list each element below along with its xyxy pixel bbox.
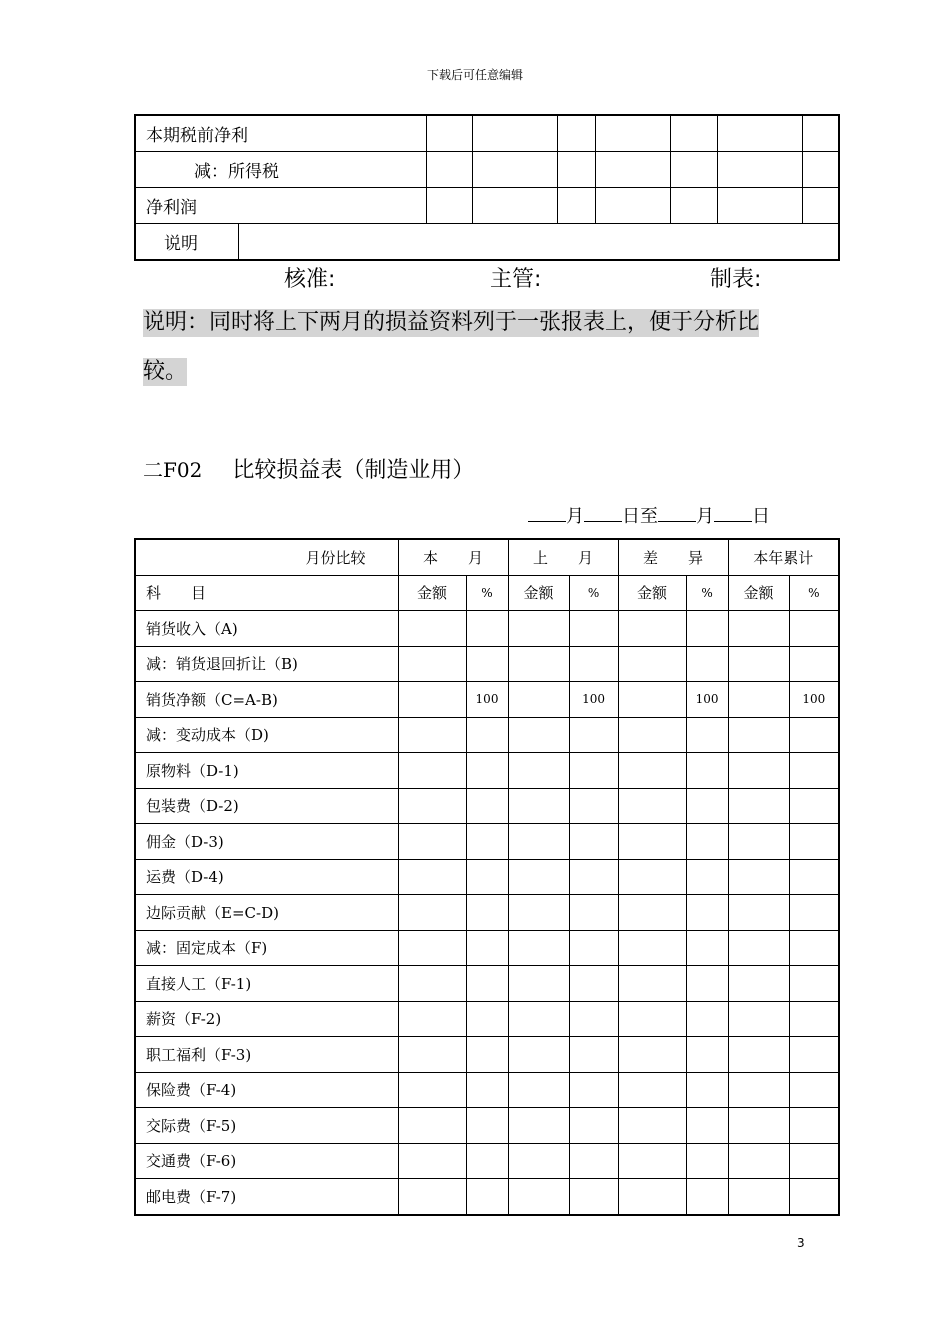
percent-cell: [569, 930, 618, 966]
percent-cell: [686, 1072, 728, 1108]
percent-cell: [686, 859, 728, 895]
amount-cell: [728, 966, 789, 1002]
row-label: 净利润: [135, 188, 426, 224]
percent-cell: [789, 788, 839, 824]
amount-cell: [728, 1179, 789, 1215]
row-label: 减：所得税: [135, 152, 426, 188]
percent-cell: 100: [466, 682, 508, 718]
header-row: [135, 539, 839, 575]
amount-cell: [618, 682, 686, 718]
percent-cell: [789, 753, 839, 789]
percent-cell: [789, 824, 839, 860]
row-label: 本期税前净利: [135, 115, 426, 152]
supervisor-signature: 主管:: [490, 267, 542, 292]
section-name: 比较损益表（制造业用）: [232, 458, 475, 483]
percent-cell: [569, 1072, 618, 1108]
amount-cell: [398, 1037, 466, 1073]
percent-cell: [789, 1001, 839, 1037]
percent-cell: [686, 611, 728, 647]
amount-header: 金额: [618, 575, 686, 611]
amount-cell: [508, 611, 569, 647]
percent-cell: 100: [686, 682, 728, 718]
amount-cell: [508, 930, 569, 966]
percent-cell: [466, 788, 508, 824]
amount-cell: [618, 824, 686, 860]
percent-cell: [466, 611, 508, 647]
amount-cell: [508, 824, 569, 860]
prepared-signature: 制表:: [710, 267, 762, 292]
section-title: [143, 453, 474, 484]
amount-cell: [618, 1179, 686, 1215]
percent-cell: [789, 646, 839, 682]
item-label: 包装费（D-2): [135, 788, 398, 824]
amount-cell: [398, 1179, 466, 1215]
amount-cell: [618, 788, 686, 824]
top-table: [134, 114, 840, 261]
corner-header-top: 月份比较: [135, 539, 398, 575]
item-label: 薪资（F-2): [135, 1001, 398, 1037]
percent-cell: [789, 966, 839, 1002]
amount-header: 金额: [728, 575, 789, 611]
amount-cell: [398, 1072, 466, 1108]
amount-cell: [728, 930, 789, 966]
percent-cell: [789, 859, 839, 895]
percent-cell: [686, 646, 728, 682]
amount-cell: [398, 1143, 466, 1179]
percent-header: %: [569, 575, 618, 611]
table-row: [135, 824, 839, 860]
amount-cell: [398, 966, 466, 1002]
percent-cell: [466, 1072, 508, 1108]
amount-cell: [398, 646, 466, 682]
amount-cell: [508, 682, 569, 718]
amount-cell: [508, 646, 569, 682]
percent-cell: [686, 1179, 728, 1215]
amount-cell: [618, 895, 686, 931]
percent-cell: [466, 824, 508, 860]
amount-header: 金额: [508, 575, 569, 611]
percent-cell: [569, 895, 618, 931]
table-row: [135, 1179, 839, 1215]
amount-cell: [728, 824, 789, 860]
table-row: [135, 753, 839, 789]
header-note: 下载后可任意编辑: [426, 68, 523, 82]
table-row: [135, 1108, 839, 1144]
amount-cell: [508, 859, 569, 895]
percent-cell: [569, 1001, 618, 1037]
subheader-row: [135, 575, 839, 611]
remark-line-2: 较。: [143, 359, 188, 384]
amount-cell: [508, 895, 569, 931]
amount-cell: [508, 1179, 569, 1215]
item-label: 原物料（D-1): [135, 753, 398, 789]
percent-cell: [569, 1143, 618, 1179]
amount-cell: [618, 930, 686, 966]
amount-cell: [618, 1037, 686, 1073]
amount-cell: [398, 824, 466, 860]
table-row: [135, 895, 839, 931]
amount-cell: [618, 717, 686, 753]
amount-header: 金额: [398, 575, 466, 611]
percent-cell: [466, 646, 508, 682]
amount-cell: [398, 717, 466, 753]
percent-cell: [569, 966, 618, 1002]
comparison-table: [134, 538, 840, 1216]
percent-cell: [686, 717, 728, 753]
percent-cell: [686, 966, 728, 1002]
percent-cell: [789, 895, 839, 931]
percent-header: %: [789, 575, 839, 611]
percent-header: %: [686, 575, 728, 611]
table-row: [135, 788, 839, 824]
percent-cell: [686, 930, 728, 966]
percent-cell: [569, 824, 618, 860]
item-label: 交通费（F-6): [135, 1143, 398, 1179]
table-row: [135, 152, 839, 188]
percent-cell: [686, 753, 728, 789]
item-label: 销货收入（A): [135, 611, 398, 647]
table-row: [135, 646, 839, 682]
amount-cell: [728, 788, 789, 824]
amount-cell: [618, 966, 686, 1002]
percent-cell: [466, 859, 508, 895]
item-label: 销货净额（C=A-B): [135, 682, 398, 718]
remark-cell: [239, 224, 839, 261]
percent-cell: [466, 930, 508, 966]
percent-cell: [466, 1108, 508, 1144]
percent-cell: [466, 895, 508, 931]
amount-cell: [728, 682, 789, 718]
percent-cell: [569, 1179, 618, 1215]
amount-cell: [618, 1072, 686, 1108]
amount-cell: [728, 859, 789, 895]
amount-cell: [618, 1108, 686, 1144]
amount-cell: [728, 1143, 789, 1179]
percent-cell: [466, 1179, 508, 1215]
percent-cell: [569, 1108, 618, 1144]
table-row: [135, 859, 839, 895]
amount-cell: [398, 611, 466, 647]
amount-cell: [618, 646, 686, 682]
amount-cell: [728, 717, 789, 753]
item-label: 减：变动成本（D): [135, 717, 398, 753]
group-header: 上 月: [508, 539, 618, 575]
percent-cell: [789, 930, 839, 966]
amount-cell: [728, 611, 789, 647]
percent-cell: [686, 895, 728, 931]
group-header: 本年累计: [728, 539, 839, 575]
amount-cell: [508, 1108, 569, 1144]
percent-cell: [686, 824, 728, 860]
percent-cell: [789, 1108, 839, 1144]
amount-cell: [728, 646, 789, 682]
amount-cell: [728, 1108, 789, 1144]
page-number: 3: [797, 1236, 805, 1250]
item-label: 边际贡献（E=C-D): [135, 895, 398, 931]
table-row: [135, 611, 839, 647]
percent-cell: [466, 717, 508, 753]
percent-cell: [686, 1037, 728, 1073]
amount-cell: [398, 895, 466, 931]
amount-cell: [398, 1001, 466, 1037]
item-label: 减：固定成本（F): [135, 930, 398, 966]
percent-cell: 100: [789, 682, 839, 718]
amount-cell: [398, 753, 466, 789]
table-row: [135, 930, 839, 966]
amount-cell: [508, 1037, 569, 1073]
section-code: 二F02: [143, 458, 203, 482]
percent-cell: [569, 717, 618, 753]
table-row: [135, 188, 839, 224]
date-range: 月 日至 月 日: [528, 502, 770, 528]
percent-header: %: [466, 575, 508, 611]
amount-cell: [618, 1143, 686, 1179]
percent-cell: [686, 1143, 728, 1179]
percent-cell: [569, 788, 618, 824]
percent-cell: [686, 788, 728, 824]
percent-cell: [686, 1108, 728, 1144]
table-row: [135, 1001, 839, 1037]
item-label: 佣金（D-3): [135, 824, 398, 860]
amount-cell: [398, 788, 466, 824]
table-row: [135, 1143, 839, 1179]
group-header: 差 异: [618, 539, 728, 575]
amount-cell: [618, 753, 686, 789]
percent-cell: [789, 1037, 839, 1073]
percent-cell: [789, 611, 839, 647]
percent-cell: [789, 1072, 839, 1108]
corner-header-bottom: 科 目: [135, 575, 398, 611]
amount-cell: [398, 859, 466, 895]
percent-cell: [569, 859, 618, 895]
item-label: 交际费（F-5): [135, 1108, 398, 1144]
table-row: [135, 682, 839, 718]
table-row: [135, 224, 839, 261]
item-label: 职工福利（F-3): [135, 1037, 398, 1073]
amount-cell: [508, 788, 569, 824]
table-row: [135, 1037, 839, 1073]
item-label: 直接人工（F-1): [135, 966, 398, 1002]
amount-cell: [398, 1108, 466, 1144]
percent-cell: [466, 966, 508, 1002]
amount-cell: [728, 753, 789, 789]
table-body: [135, 611, 839, 1215]
percent-cell: [686, 1001, 728, 1037]
amount-cell: [508, 717, 569, 753]
percent-cell: [789, 717, 839, 753]
table-row: [135, 115, 839, 152]
item-label: 运费（D-4): [135, 859, 398, 895]
remark-label: 说明: [135, 224, 239, 261]
table-row: [135, 966, 839, 1002]
amount-cell: [728, 1072, 789, 1108]
table-row: [135, 717, 839, 753]
amount-cell: [508, 1001, 569, 1037]
amount-cell: [508, 1072, 569, 1108]
amount-cell: [508, 966, 569, 1002]
amount-cell: [728, 1001, 789, 1037]
amount-cell: [728, 1037, 789, 1073]
amount-cell: [398, 682, 466, 718]
amount-cell: [728, 895, 789, 931]
percent-cell: 100: [569, 682, 618, 718]
percent-cell: [466, 1001, 508, 1037]
percent-cell: [789, 1143, 839, 1179]
percent-cell: [569, 646, 618, 682]
percent-cell: [466, 1037, 508, 1073]
item-label: 邮电费（F-7): [135, 1179, 398, 1215]
percent-cell: [569, 611, 618, 647]
amount-cell: [618, 611, 686, 647]
amount-cell: [508, 753, 569, 789]
review-signature: 核准:: [284, 267, 336, 292]
percent-cell: [789, 1179, 839, 1215]
item-label: 保险费（F-4): [135, 1072, 398, 1108]
group-header: 本 月: [398, 539, 508, 575]
remark-line-1: 说明：同时将上下两月的损益资料列于一张报表上，便于分析比: [143, 310, 760, 335]
amount-cell: [618, 859, 686, 895]
amount-cell: [508, 1143, 569, 1179]
item-label: 减：销货退回折让（B): [135, 646, 398, 682]
percent-cell: [466, 1143, 508, 1179]
percent-cell: [466, 753, 508, 789]
amount-cell: [398, 930, 466, 966]
table-row: [135, 1072, 839, 1108]
percent-cell: [569, 1037, 618, 1073]
amount-cell: [618, 1001, 686, 1037]
percent-cell: [569, 753, 618, 789]
